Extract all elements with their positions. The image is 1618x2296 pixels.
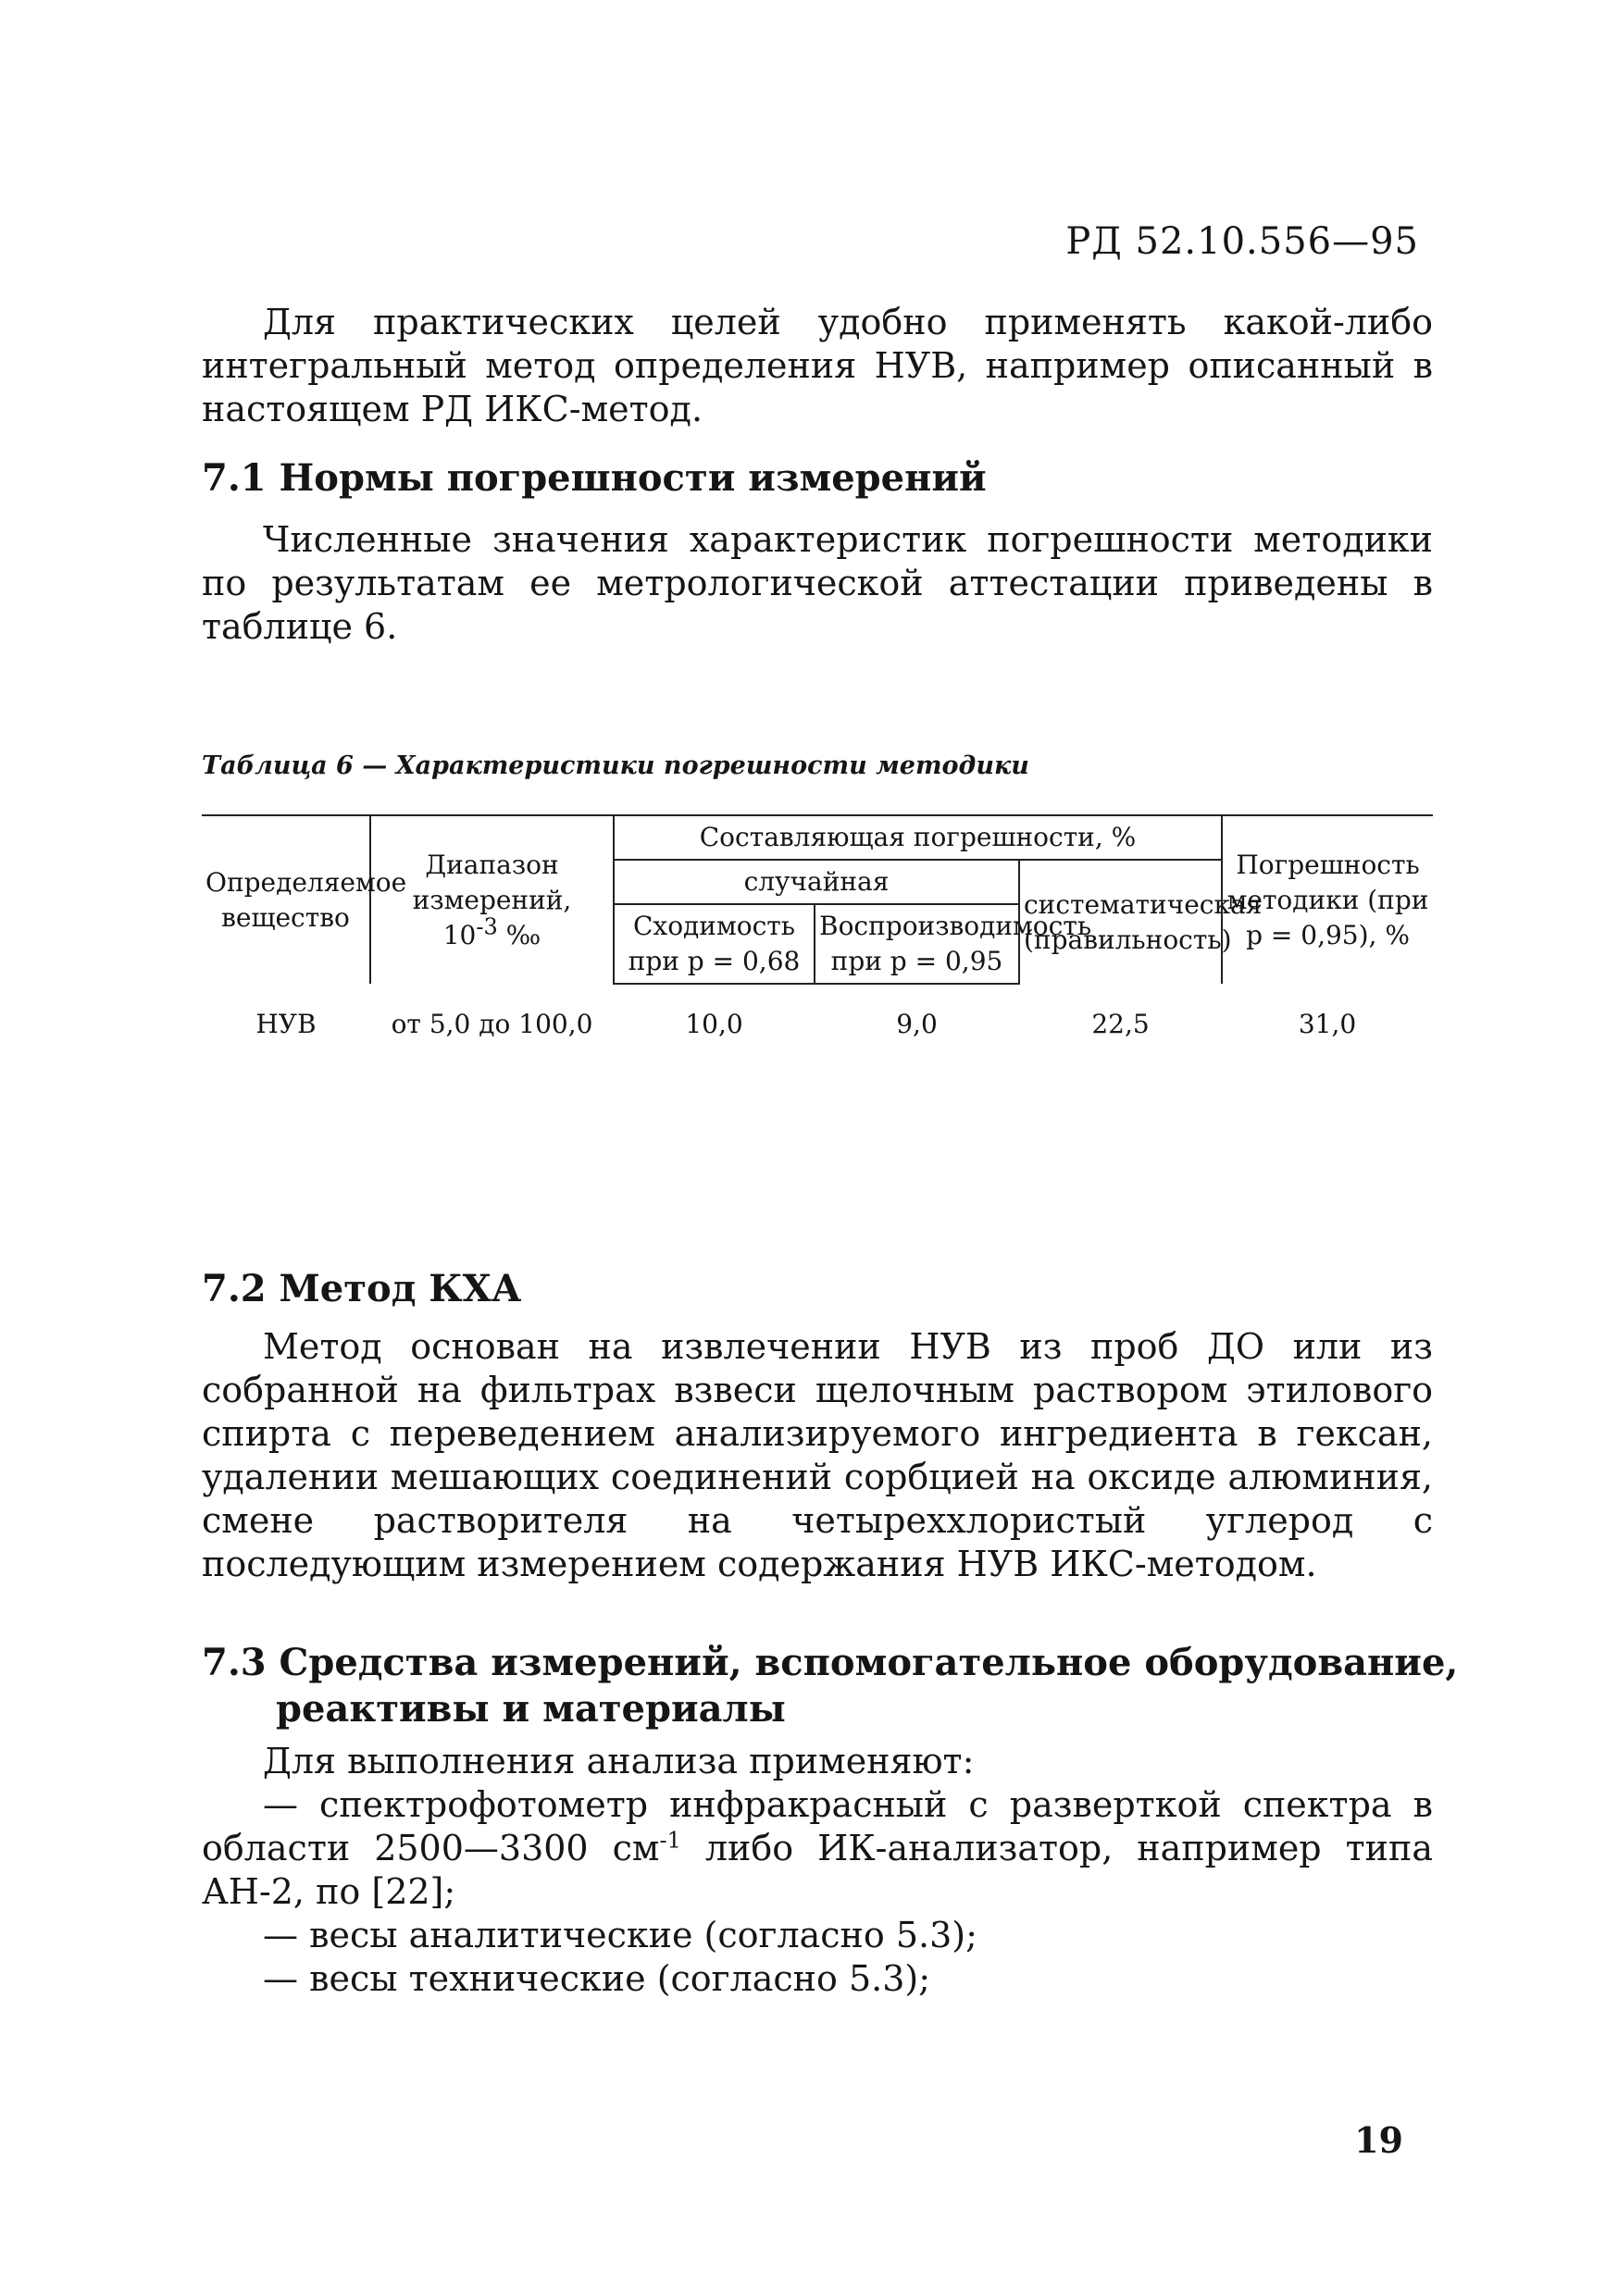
header-range-text: Диапазон измерений, <box>412 849 572 915</box>
intro-paragraph <box>202 301 1433 431</box>
list-item-text: — спектрофотометр инфракрасный с разверткой спектра в области 2500—3300 см <box>202 1784 1433 1868</box>
list-item-sup: -1 <box>659 1827 681 1854</box>
intro-paragraph-text: Для практических целей удобно применять какой-либо интегральный метод определения НУВ, например описанный в настоящем РД ИКС-метод. <box>202 302 1433 429</box>
header-substance: Определяемое вещество <box>202 815 370 984</box>
section-7-3-list <box>202 1740 1433 2001</box>
header-range-unit-suffix: ‰ <box>497 919 541 950</box>
list-item <box>202 1783 1433 1914</box>
list-item-text: — весы аналитические (согласно 5.3); <box>263 1915 977 1955</box>
section-7-1-paragraph <box>202 518 1433 649</box>
list-lead-text: Для выполнения анализа применяют: <box>263 1741 975 1781</box>
error-characteristics-table <box>202 814 1433 1046</box>
section-7-1-text: Численные значения характеристик погрешности методики по результатам ее метрологической аттестации приведены в таблице 6. <box>202 519 1433 647</box>
cell-substance: НУВ <box>255 1008 317 1039</box>
section-7-3-heading <box>202 1640 1458 1732</box>
list-item-text-cont: либо ИК-анализатор, например типа АН-2, по [22]; <box>202 1828 1433 1912</box>
section-7-3-heading-line2: реактивы и материалы <box>276 1687 786 1731</box>
page-number: 19 <box>1354 2119 1403 2161</box>
cell-range: от 5,0 до 100,0 <box>391 1008 593 1039</box>
list-item-text: — весы технические (согласно 5.3); <box>263 1958 931 1999</box>
document-code: РД 52.10.556—95 <box>1065 220 1419 263</box>
cell-systematic: 22,5 <box>1091 1008 1150 1039</box>
section-7-2-paragraph <box>202 1325 1433 1586</box>
cell-reproducibility: 9,0 <box>896 1009 938 1039</box>
header-random: случайная <box>614 860 1019 904</box>
table-caption: Таблица 6 — Характеристики погрешности методики <box>202 751 1029 780</box>
header-method-error: Погрешность методики (при p = 0,95), % <box>1222 815 1433 984</box>
cell-convergence: 10,0 <box>685 1009 743 1039</box>
section-7-1-heading: 7.1 Нормы погрешности измерений <box>202 456 987 500</box>
list-lead <box>202 1740 1433 1783</box>
header-range-unit-exp: -3 <box>476 913 498 940</box>
section-7-2-text: Метод основан на извлечении НУВ из проб ДО или из собранной на фильтрах взвеси щелочным раствором этилового спирта с переведением анализируемого ингредиента в гексан, удалении мешающих соединений сорбцией на оксиде алюминия, смене растворителя на четыреххлористый углерод с последующим измерением содержания НУВ ИКС-методом. <box>202 1326 1433 1584</box>
table-row <box>202 984 1433 1046</box>
cell-method-error: 31,0 <box>1298 1008 1357 1039</box>
header-reproducibility: Воспроизводимость при p = 0,95 <box>815 904 1019 984</box>
header-range-unit-base: 10 <box>442 919 477 950</box>
header-component: Составляющая погрешности, % <box>614 815 1222 860</box>
header-range <box>370 815 614 984</box>
list-item <box>202 1914 1433 1957</box>
header-systematic: систематическая (правильность) <box>1019 860 1222 984</box>
table-header-row <box>202 815 1433 860</box>
header-convergence: Сходимость при p = 0,68 <box>614 904 815 984</box>
section-7-3-heading-line1: 7.3 Средства измерений, вспомогательное оборудование, <box>202 1641 1459 1684</box>
section-7-2-heading: 7.2 Метод КХА <box>202 1267 522 1310</box>
list-item <box>202 1957 1433 2001</box>
